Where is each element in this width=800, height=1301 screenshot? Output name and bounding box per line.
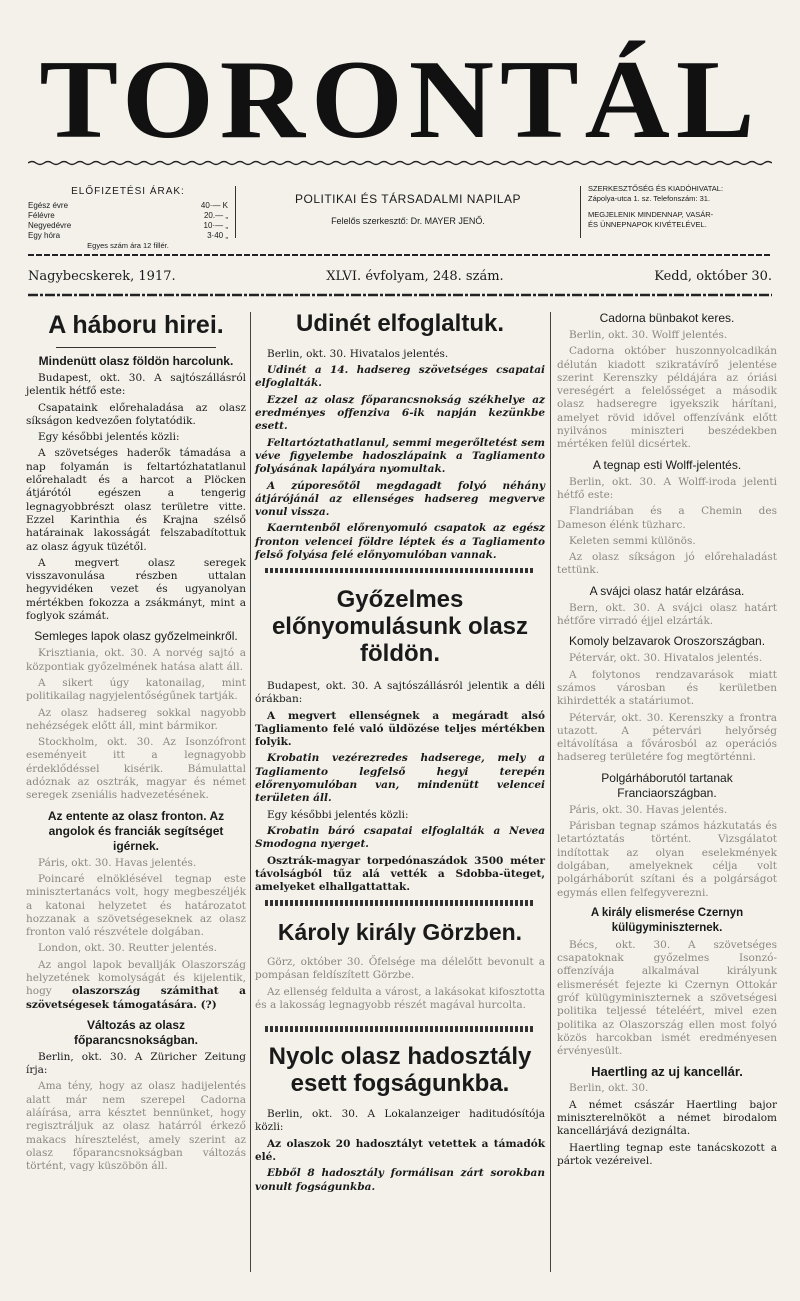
article-text: Berlin, okt. 30. A Züricher Zeitung írja: [26,1050,246,1077]
article-text: Egy későbbi jelentés közli: [38,431,180,444]
war-news-title: A háboru hirei. [48,311,224,339]
article-text: A megvert olasz seregek visszavonulása részben uttalan hegyvidéken vezet és ugyanolyan mértékben fokozza a zsákmányt, mint a foglyok számát. [26,556,246,623]
article-separator [265,900,535,906]
price-row: Negyedévre 10·— „ [28,221,228,230]
article-text: Páris, okt. 30. Havas jelentés. [569,803,728,816]
column-middle [255,305,545,1197]
article-text: Ama tény, hogy az olasz hadijelentés alatt már nem szerepel Cadorna aláírása, arra késztet bennünket, hogy regisztráljuk az olasz határról érkező makacs híresztelést, amely szerint az olasz főparancsnokságban változás történt, vagy küszöbön áll. [26,1080,246,1173]
article-heading: Az entente az olasz fronton. Az angolok és franciák segítséget igérnek. [47,808,225,853]
price-row: Félévre 20.— „ [28,211,228,220]
article-heading: Haertling az uj kancellár. [591,1064,743,1080]
article-heading: A király elismerése Czernyn külügyminiszternek. [590,906,744,934]
price-row: Egy hóra 3·40 „ [28,231,228,240]
publication-info [243,188,573,226]
article-text: Ezzel az olasz főparancsnokság székhelye az eredményes offenziva 6-ik napján kezünkbe esett. [255,393,545,433]
article-text: Berlin, okt. 30. A Lokalanzeiger haditudósítója közli: [255,1108,545,1134]
article-text: Osztrák-magyar torpedónaszádok 3500 méter távolságból tűz alá vették a Sdobba-üteget, amelyeket elhallgattattak. [255,854,545,894]
price-row: Egész évre 40·— K [28,201,228,210]
header-ornament-rule [28,252,772,258]
article-heading: Cadorna bünbakot keres. [599,311,735,325]
headline-king: Károly király Görzben. [277,919,523,946]
article-text: Egy későbbi jelentés közli: [267,808,409,821]
article-text: Krobatin vezérezredes hadserege, mely a Tagliamento legfelső hegyi terepén előrenyomulóban van, mindenütt velencei területen áll. [255,752,545,805]
editor-line: Felelős szerkesztő: Dr. MAYER JENŐ. [331,216,485,226]
article-text: Az ellenség feldulta a várost, a lakásokat kifosztotta és a lakosság legnagyobb részét magával hurcolta. [255,985,545,1012]
article-heading: Semleges lapok olasz győzelmeinkről. [34,629,238,644]
article-text: Keleten semmi különös. [569,534,696,547]
header-info-band [28,180,772,248]
divider [56,347,216,348]
column-rule [250,312,251,1272]
article-text: Haertling tegnap este tanácskozott a pártok vezéreivel. [557,1141,777,1167]
article-text: Krobatin báró csapatai elfoglalták a Nevea Smodogna nyerget. [255,824,545,851]
article-text: Cadorna október huszonnyolcadikán délután kiadott szikratávírő jelentése szerint Kerenszky példájára az óriási vereségért a felelősséget a második olasz hadseregre igyekszik hárítani, amelyet rövid idővel offenzívánk előtt nyilvános miniszteri beszédekben mértéken felül dicsértek. [557,345,777,451]
article-text: Kaerntenből előrenyomuló csapatok az egész fronton velencei földre léptek és a Tagliamento felső folyása felé előnyomulóban vannak. [255,522,545,562]
dateline-rule [28,292,772,298]
article-text: Stockholm, okt. 30. Az Isonzófront eseményeit itt a legnagyobb érdeklődéssel kisérik. Bámulattal adóznak az osztrák, magyar és német seregek zseniális hadvezetésének. [26,736,246,802]
masthead [28,37,772,162]
article-text: Bécs, okt. 30. A szövetséges csapatoknak győzelmes Isonzó-offenzívája alkalmával királyunk elismerését fejezte ki Czernyn Ottokár gróf külügyminiszternek a szövetségesi politika teljessé tételéért, mivel ezen politika az Olaszország ellen most folyó közös harcokban ismét eredményesen érvényesült. [557,938,777,1058]
tagline: POLITIKAI ÉS TÁRSADALMI NAPILAP [294,192,521,206]
article-text: Feltartóztathatlanul, semmi megerőltetést sem véve figyelembe hadoszlápaink a Tagliamento folyásának lapályára nyomultak. [255,436,545,476]
article-text: Berlin, okt. 30. Hivatalos jelentés. [267,347,449,360]
article-heading: A tegnap esti Wolff-jelentés. [592,457,742,472]
article-text: Udinét a 14. hadsereg szövetséges csapatai elfoglalták. [255,364,545,390]
article-text: Görz, október 30. Őfelsége ma délelőtt bevonult a pompásan feldíszített Görzbe. [255,956,545,982]
column-right [557,305,777,1171]
article-text: Párisban tegnap számos házkutatás és letartóztatás történt. Vizsgálatot indítottak az olyan eselekmények dolgában, amelyeknek célja volt polgárháborút szítani és a polgárságot egymás ellen felfegyverezni. [557,820,777,899]
article-separator [265,1026,535,1032]
single-issue-price: Egyes szám ára 12 fillér. [87,241,169,250]
article-text: A szövetséges haderők támadása a nap folyamán is feltartózhatatlanul előrehaladt és a harcot a Plöcken átjárótól egészen a tengerig legnagyobbrészt olasz területre vitte. Ezzel Karinthia és Krajna szélső határainak lakosságát felszabadítottuk az olasz ágyuk tüzétől. [26,447,246,553]
headline-udine: Udinét elfoglaltuk. [295,310,504,337]
dateline-date: Kedd, október 30. [654,268,772,284]
column-rule [550,312,551,1272]
article-heading: Polgárháborutól tartanak Franciaországban. [601,770,733,800]
article-text: London, okt. 30. Reutter jelentés. [38,942,218,955]
article-text: Ebből 8 hadosztály formálisan zárt sorokban vonult fogságunkba. [255,1167,545,1193]
article-text: A megvert ellenségnek a megáradt alsó Tagliamento felé való üldözése teljes mértékben folyik. [255,709,545,749]
article-text: A sikert úgy katonailag, mint politikailag nagyjelentőségűnek tartják. [26,676,246,703]
article-text: Az angol lapok bevallják Olaszország helyzetének komolyságát és kijelentik, hogy olaszország számithat a szövetségesek támogatására. (?) [26,958,246,1011]
subscription-prices [28,186,228,250]
article-text: Az olasz hadsereg sokkal nagyobb nehézségek előtt áll, mint bármikor. [26,706,246,732]
article-text: Budapest, okt. 30. A sajtószállásról jelentik hétfő este: [26,372,246,398]
header-divider [235,186,236,238]
article-text: Poincaré elnöklésével tegnap este minisztertanács volt, hogy megbeszéljék a katonai helyzetet és határozatot hozzanak a szövetségeseknek az olasz fronton való részvétele dolgában. [26,872,246,939]
article-text: Krisztiania, okt. 30. A norvég sajtó a központiak győzelmének hatása alatt áll. [26,647,246,673]
article-text: Berlin, okt. 30. A Wolff-iroda jelenti hétfő este: [557,475,777,501]
article-text: Budapest, okt. 30. A sajtószállásról jelentik a déli órákban: [255,679,545,706]
article-text: Berlin, okt. 30. Wolff jelentés. [569,329,728,341]
column-left [26,305,246,1177]
subscription-heading: ELŐFIZETÉSI ÁRAK: [71,186,185,197]
header-divider [580,186,581,238]
masthead-title: TORONTÁL [39,37,761,162]
article-text: Flandriában és a Chemin des Dameson élénk tüzharc. [557,505,777,531]
dateline [28,262,772,290]
headline-advance: Győzelmes előnyomulásunk olasz földön. [271,586,529,668]
office-info: SZERKESZTŐSÉG ÉS KIADÓHIVATAL: Zápolya-utca 1. sz. Telefonszám: 31. MEGJELENIK MINDENNAP, VASÁR- ÉS ÜNNEPNAPOK KIVÉTELÉVEL. [588,184,724,229]
dateline-place: Nagybecskerek, 1917. [28,268,176,284]
article-text: A folytonos rendzavarások miatt számos városban és kerületben kihirdették a statáriumot. [557,668,777,708]
article-heading: A svájci olasz határ elzárása. [589,583,745,598]
article-text: Berlin, okt. 30. [569,1082,649,1095]
dateline-issue: XLVI. évfolyam, 248. szám. [326,268,504,284]
article-text: Az olasz síkságon jó előrehaladást tettünk. [557,551,777,577]
article-text: Páris, okt. 30. Havas jelentés. [38,856,197,869]
headline-divisions: Nyolc olasz hadosztály esett fogságunkba. [268,1043,532,1098]
article-text: Pétervár, okt. 30. Kerenszky a frontra utazott. A pétervári helyőrség eltávolítása a fővárosból az operációs hadsereg területére fog megtörténni. [557,711,777,764]
article-text: Csapataink előrehaladása az olasz síkságon kedvezően folytatódik. [26,401,246,427]
article-heading: Komoly belzavarok Oroszországban. [568,634,766,649]
article-separator [265,568,535,573]
article-text: A német császár Haertling bajor miniszterelnököt a német birodalom kancellárjává dezignálta. [557,1098,777,1138]
masthead-ornament-rule [28,160,772,166]
article-heading: Változás az olasz főparancsnokságban. [73,1017,199,1047]
article-text: Bern, okt. 30. A svájci olasz határt hétfőre virradó éjjel elzárták. [557,601,777,628]
article-heading: Mindenütt olasz földön harcolunk. [38,354,234,368]
article-text: Pétervár, okt. 30. Hivatalos jelentés. [569,652,763,665]
article-text: A zúporesőtől megdagadt folyó néhány átjárójánál az ellenséges hadsereg megverve vonul vissza. [255,479,545,519]
article-text: Az olaszok 20 hadosztályt vetettek a támadók elé. [255,1137,545,1163]
